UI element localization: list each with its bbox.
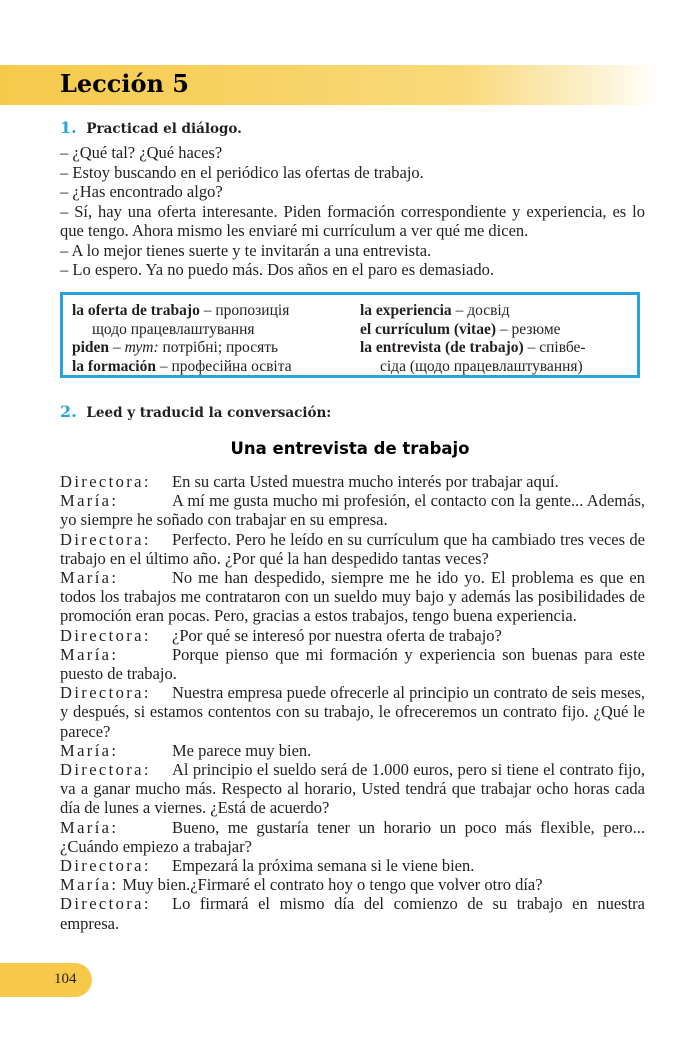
turn-text: Muy bien.¿Firmaré el contrato hoy o tengo que volver otro día? — [122, 875, 543, 895]
speaker: María: — [60, 817, 119, 837]
dialogue-line: – ¿Qué tal? ¿Qué haces? — [60, 143, 223, 162]
speaker: Directora: — [60, 894, 151, 914]
turn-text: A mí me gusta mucho mi profesión, el contacto con la gente... Además, yo siempre he soñado con trabajar en su empresa. — [60, 491, 645, 530]
conversation — [60, 472, 645, 933]
lesson-title: Lección 5 — [60, 69, 189, 98]
vocab-entry-continuation: щодо працевлаштування — [92, 320, 255, 338]
turn-text: En su carta Usted muestra mucho interés por trabajar aquí. — [172, 472, 559, 491]
turn-text: Lo firmará el mismo día del comienzo de su trabajo en nuestra empresa. — [60, 894, 645, 933]
conversation-turn — [60, 760, 645, 818]
speaker: Directora: — [60, 856, 151, 876]
dialogue-line: – A lo mejor tienes suerte y te invitarán a una entrevista. — [60, 240, 432, 260]
vocab-entry: la experiencia – досвід — [360, 302, 510, 319]
conversation-turn — [60, 856, 645, 875]
vocab-note: тут: — [124, 339, 159, 356]
conversation-turn — [60, 645, 645, 683]
turn-text: Empezará la próxima semana si le viene bien. — [172, 856, 475, 876]
turn-text: Me parece muy bien. — [172, 740, 312, 760]
turn-text: Porque pienso que mi formación y experiencia son buenas para este puesto de trabajo. — [60, 644, 645, 684]
page-number: 104 — [54, 971, 77, 987]
conversation-turn — [60, 626, 645, 645]
speaker: María: — [60, 491, 119, 511]
vocab-term: la entrevista (de trabajo) — [360, 339, 524, 356]
vocabulary-column-left — [72, 302, 352, 376]
vocabulary-column-right — [360, 302, 635, 376]
turn-text: Nuestra empresa puede ofrecerle al principio un contrato de seis meses, y después, si estamos contentos con su trabajo, le ofreceremos un contrato fijo. ¿Qué le parece? — [60, 683, 645, 741]
dialogue-line: – ¿Has encontrado algo? — [60, 182, 223, 201]
turn-text: Bueno, me gustaría tener un horario un poco más flexible, pero... ¿Cuándo empiezo a trabajar? — [60, 817, 645, 856]
vocab-term: piden — [72, 339, 110, 356]
vocab-entry: piden – тут: потрібні; просять — [72, 339, 279, 356]
vocab-meaning: співбе- — [539, 339, 586, 356]
conversation-turn — [60, 818, 645, 856]
vocab-term: la formación — [72, 357, 156, 375]
page-number-tab — [0, 963, 92, 997]
conversation-turn — [60, 894, 645, 932]
conversation-title: Una entrevista de trabajo — [230, 439, 470, 458]
vocab-term: la oferta de trabajo — [72, 302, 200, 319]
vocab-entry: la entrevista (de trabajo) – співбе- — [360, 339, 586, 356]
speaker: Directora: — [60, 760, 151, 780]
exercise-2-heading — [60, 402, 331, 421]
vocab-term: la experiencia — [360, 302, 452, 319]
conversation-turn — [60, 568, 645, 626]
speaker: Directora: — [60, 683, 151, 703]
practice-dialogue — [60, 143, 645, 280]
exercise-number: 1. — [60, 118, 77, 137]
turn-text: ¿Por qué se interesó por nuestra oferta de trabajo? — [172, 625, 502, 645]
speaker: María: — [60, 740, 119, 760]
conversation-turn — [60, 472, 645, 491]
vocab-meaning: резюме — [511, 320, 561, 338]
conversation-turn — [60, 875, 645, 894]
vocab-meaning: пропозиція — [215, 302, 290, 319]
dialogue-line: – Sí, hay una oferta interesante. Piden formación correspondiente y experiencia, es lo que tengo. Ahora mismo les enviaré mi currículum a ver qué me dicen. — [60, 201, 645, 240]
vocab-term: el currículum (vitae) — [360, 320, 497, 338]
conversation-turn — [60, 741, 645, 760]
exercise-1-heading — [60, 118, 242, 137]
speaker: Directora: — [60, 529, 151, 549]
vocab-meaning: досвід — [467, 302, 510, 319]
exercise-instruction: Practicad el diálogo. — [86, 121, 242, 137]
vocab-meaning: професійна освіта — [171, 357, 292, 375]
conversation-turn — [60, 491, 645, 529]
speaker: María: — [60, 568, 119, 588]
turn-text: Perfecto. Pero he leído en su currículum que ha cambiado tres veces de trabajo en el último año. ¿Por qué la han despedido tantas veces? — [60, 529, 645, 568]
conversation-turn — [60, 530, 645, 568]
vocab-entry: el currículum (vitae) – резюме — [360, 320, 561, 338]
vocab-entry: la oferta de trabajo – пропозиція — [72, 302, 290, 319]
vocabulary-box — [60, 292, 640, 378]
speaker: María: — [60, 875, 119, 895]
vocab-entry-continuation: сіда (щодо працевлаштування) — [380, 357, 583, 375]
speaker: María: — [60, 644, 119, 664]
dialogue-line: – Estoy buscando en el periódico las ofertas de trabajo. — [60, 162, 424, 182]
speaker: Directora: — [60, 472, 151, 491]
exercise-instruction: Leed y traducid la conversación: — [86, 405, 332, 421]
vocab-entry: la formación – професійна освіта — [72, 357, 292, 375]
conversation-turn — [60, 683, 645, 741]
turn-text: No me han despedido, siempre me he ido yo. El problema es que en todos los trabajos me contrataron con un sueldo muy bajo y además las posibilidades de promoción eran pocas. Pero, gracias a estos trabajos, tengo buena experiencia. — [60, 568, 645, 626]
speaker: Directora: — [60, 625, 151, 645]
vocab-meaning: потрібні; просять — [158, 339, 279, 356]
turn-text: Al principio el sueldo será de 1.000 euros, pero si tiene el contrato fijo, va a ganar mucho más. Respecto al horario, Usted tendrá que trabajar ocho horas cada día de lunes a viernes. ¿Está de acuerdo? — [60, 760, 645, 818]
exercise-number: 2. — [60, 402, 77, 421]
dialogue-line: – Lo espero. Ya no puedo más. Dos años en el paro es demasiado. — [60, 260, 494, 279]
